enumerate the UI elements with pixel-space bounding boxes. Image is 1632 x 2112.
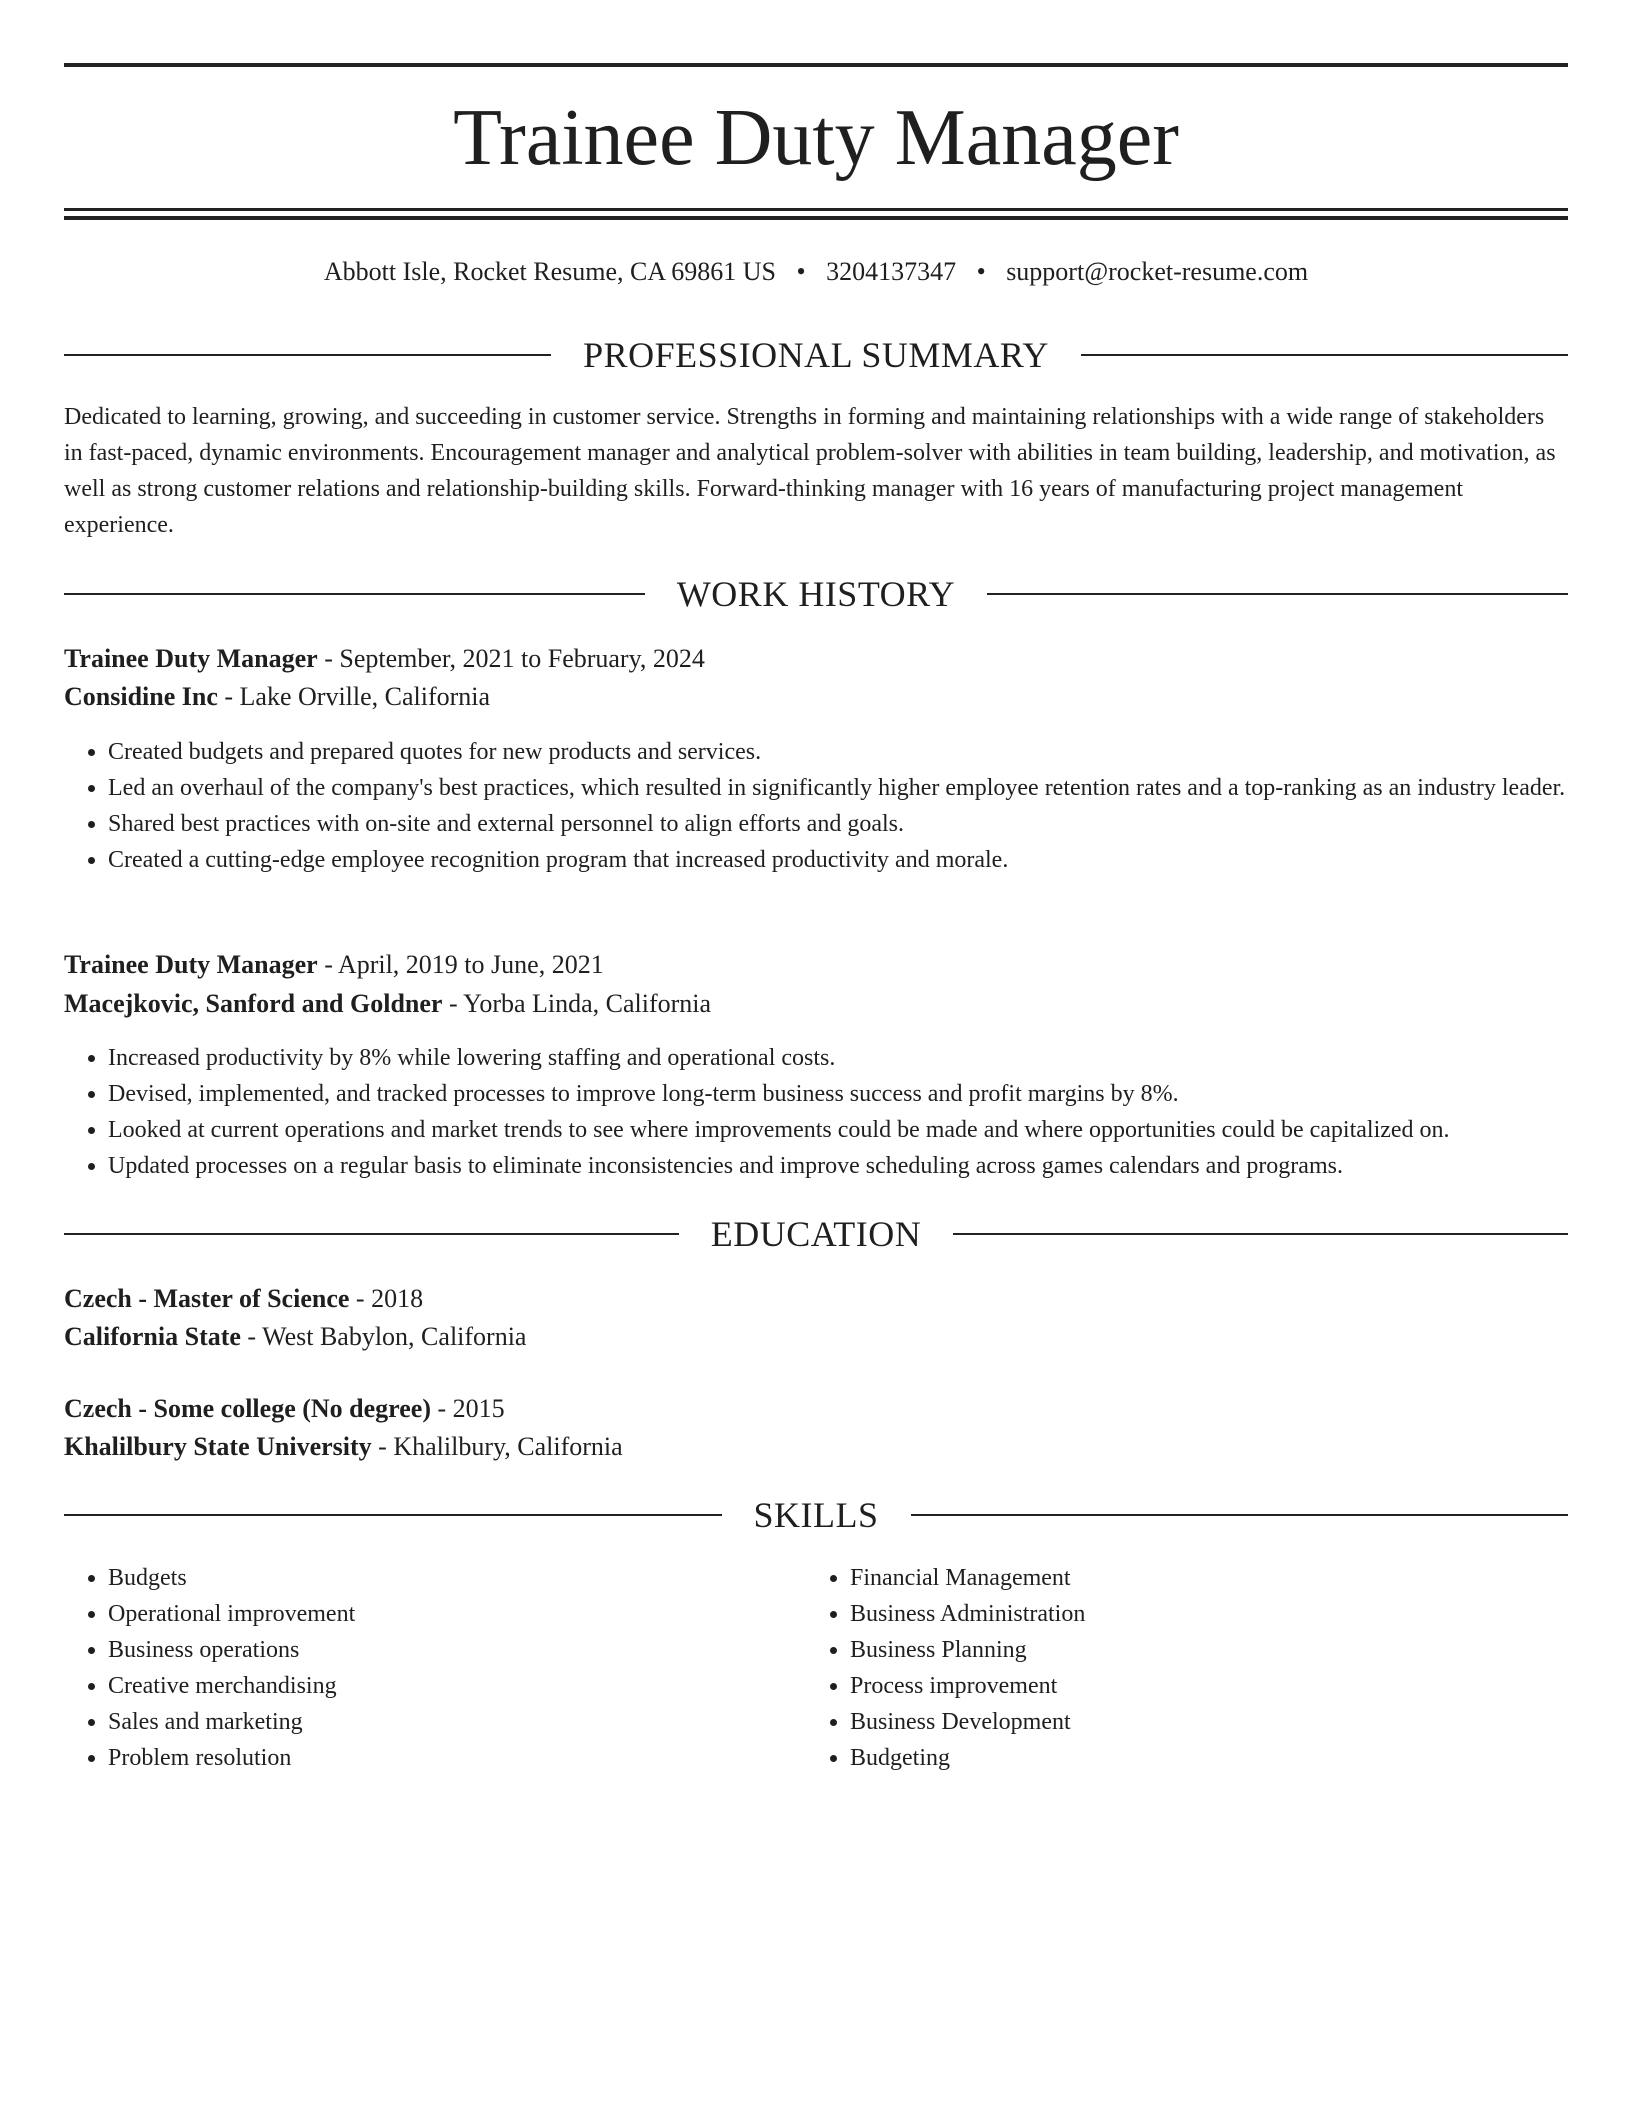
contact-email: support@rocket-resume.com (1006, 257, 1309, 286)
list-item: • Process improvement (850, 1668, 1550, 1704)
list-item: • Business Administration (850, 1596, 1550, 1632)
job-location: - Yorba Linda, California (442, 989, 712, 1018)
job-bullets (64, 1040, 1568, 1184)
list-item: • Budgets (108, 1560, 808, 1596)
contact-address: Abbott Isle, Rocket Resume, CA 69861 US (323, 257, 776, 286)
education-degree-line (64, 1391, 1568, 1427)
section-title: EDUCATION (710, 1214, 922, 1254)
job-title-line (64, 641, 1568, 677)
resume-name: Trainee Duty Manager (453, 94, 1179, 182)
contact-phone: 3204137347 (826, 257, 957, 286)
list-item: • Financial Management (850, 1560, 1550, 1596)
header-rule-lower (64, 216, 1568, 220)
job-dates: - September, 2021 to February, 2024 (317, 644, 705, 673)
education-year: - 2018 (349, 1284, 424, 1313)
summary-text: Dedicated to learning, growing, and succeeding in customer service. Strengths in forming and maintaining relationships with a wide range of stakeholders in fast-paced, dynamic environments. Encouragement manager and analytical problem-solver with abilities in team building, leadership, and motivation, as well as strong customer relations and relationship-building skills. Forward-thinking manager with 16 years of manufacturing project management experience. (64, 404, 1556, 538)
divider-line (911, 1514, 1569, 1516)
divider-line (64, 354, 551, 356)
section-heading-work (64, 572, 1568, 616)
list-item: • Business operations (108, 1632, 808, 1668)
education-school: California State (64, 1322, 241, 1351)
section-heading-summary (64, 333, 1568, 377)
list-item: • Increased productivity by 8% while lowering staffing and operational costs. (108, 1040, 1568, 1076)
list-item: • Shared best practices with on-site and external personnel to align efforts and goals. (108, 806, 1568, 842)
section-title: SKILLS (753, 1495, 879, 1535)
job-bullets (64, 734, 1568, 878)
job-company: Macejkovic, Sanford and Goldner (64, 989, 443, 1018)
header-rule-upper (64, 208, 1568, 211)
list-item: • Devised, implemented, and tracked processes to improve long-term business success and profit margins by 8%. (108, 1076, 1568, 1112)
list-item: • Led an overhaul of the company's best practices, which resulted in significantly higher employee retention rates and a top-ranking as an industry leader. (108, 770, 1568, 806)
education-degree: Czech - Master of Science (64, 1284, 350, 1313)
list-item: • Updated processes on a regular basis to eliminate inconsistencies and improve scheduling across games calendars and programs. (108, 1148, 1568, 1184)
divider-line (953, 1233, 1568, 1235)
section-heading-skills (64, 1493, 1568, 1537)
section-heading-education (64, 1212, 1568, 1256)
list-item: • Budgeting (850, 1740, 1550, 1776)
skills-list-left (64, 1560, 808, 1776)
divider-line (987, 593, 1568, 595)
education-school-line (64, 1319, 1568, 1355)
education-location: - West Babylon, California (240, 1322, 527, 1351)
list-item: • Problem resolution (108, 1740, 808, 1776)
job-title-line (64, 947, 1568, 983)
job-company-line (64, 986, 1568, 1022)
education-location: - Khalilbury, California (371, 1432, 623, 1461)
list-item: • Looked at current operations and market trends to see where improvements could be made and where opportunities could be capitalized on. (108, 1112, 1568, 1148)
education-degree: Czech - Some college (No degree) (64, 1394, 431, 1423)
list-item: • Operational improvement (108, 1596, 808, 1632)
education-degree-line (64, 1281, 1568, 1317)
job-company: Considine Inc (64, 682, 218, 711)
contact-line (64, 255, 1568, 289)
job-dates: - April, 2019 to June, 2021 (317, 950, 604, 979)
section-title: WORK HISTORY (676, 574, 956, 614)
list-item: • Sales and marketing (108, 1704, 808, 1740)
contact-separator: • (796, 257, 806, 286)
contact-separator: • (976, 257, 986, 286)
job-location: - Lake Orville, California (217, 682, 491, 711)
education-school-line (64, 1429, 1568, 1465)
list-item: • Business Development (850, 1704, 1550, 1740)
education-year: - 2015 (430, 1394, 505, 1423)
divider-line (64, 1514, 722, 1516)
job-company-line (64, 679, 1568, 715)
list-item: • Created a cutting-edge employee recognition program that increased productivity and morale. (108, 842, 1568, 878)
list-item: • Creative merchandising (108, 1668, 808, 1704)
divider-line (1081, 354, 1568, 356)
list-item: • Business Planning (850, 1632, 1550, 1668)
job-title: Trainee Duty Manager (64, 644, 318, 673)
top-rule (64, 63, 1568, 67)
divider-line (64, 1233, 679, 1235)
education-school: Khalilbury State University (64, 1432, 372, 1461)
skills-list-right (806, 1560, 1550, 1776)
section-title: PROFESSIONAL SUMMARY (583, 335, 1049, 375)
job-title: Trainee Duty Manager (64, 950, 318, 979)
divider-line (64, 593, 645, 595)
list-item: • Created budgets and prepared quotes for new products and services. (108, 734, 1568, 770)
